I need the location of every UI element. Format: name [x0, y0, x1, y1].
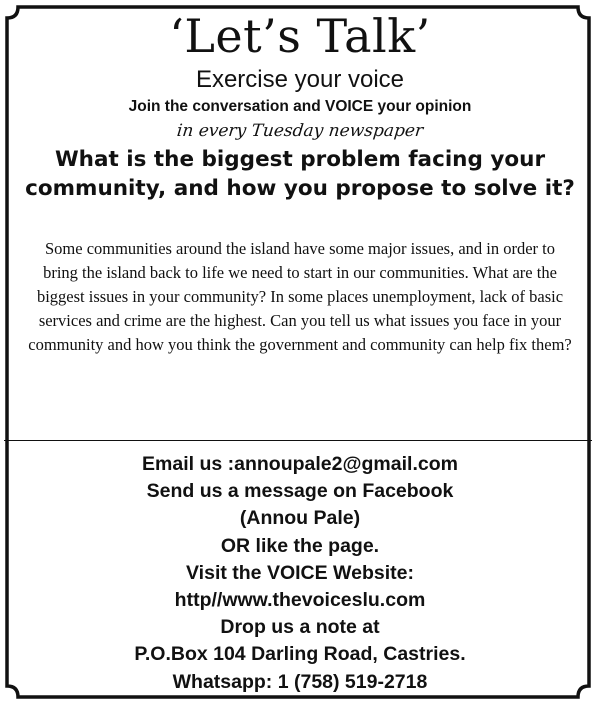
address-line: P.O.Box 104 Darling Road, Castries. — [134, 643, 466, 666]
divider — [4, 440, 592, 441]
website-url: http//www.thevoiceslu.com — [174, 589, 426, 612]
like-page-line: OR like the page. — [220, 534, 380, 557]
facebook-name: (Annou Pale) — [239, 507, 361, 530]
note-label: Drop us a note at — [220, 616, 380, 639]
email-line: Email us :annoupale2@gmail.com — [142, 453, 458, 475]
headline: ‘Let’s Talk’ — [169, 9, 431, 63]
join-line: Join the conversation and VOICE your opinion — [128, 98, 472, 115]
facebook-line: Send us a message on Facebook — [146, 480, 454, 503]
website-label: Visit the VOICE Website: — [186, 561, 414, 584]
subhead: Exercise your voice — [195, 66, 405, 93]
tuesday-line: in every Tuesday newspaper — [175, 121, 425, 141]
body-paragraph: Some communities around the island have some major issues, and in order to bring the island back to life we need to start in our communities. What are the biggest issues in your community? In some places unemployment, lack of basic services and crime are the highest. Can you tell us what issues you face in your community and how you think the government and community can help fix them? — [28, 239, 572, 354]
whatsapp-line: Whatsapp: 1 (758) 519-2718 — [172, 670, 428, 693]
contact-block — [12, 451, 588, 696]
question: What is the biggest problem facing your community, and how you propose to solve it? — [25, 147, 575, 201]
ad-content — [12, 8, 588, 700]
